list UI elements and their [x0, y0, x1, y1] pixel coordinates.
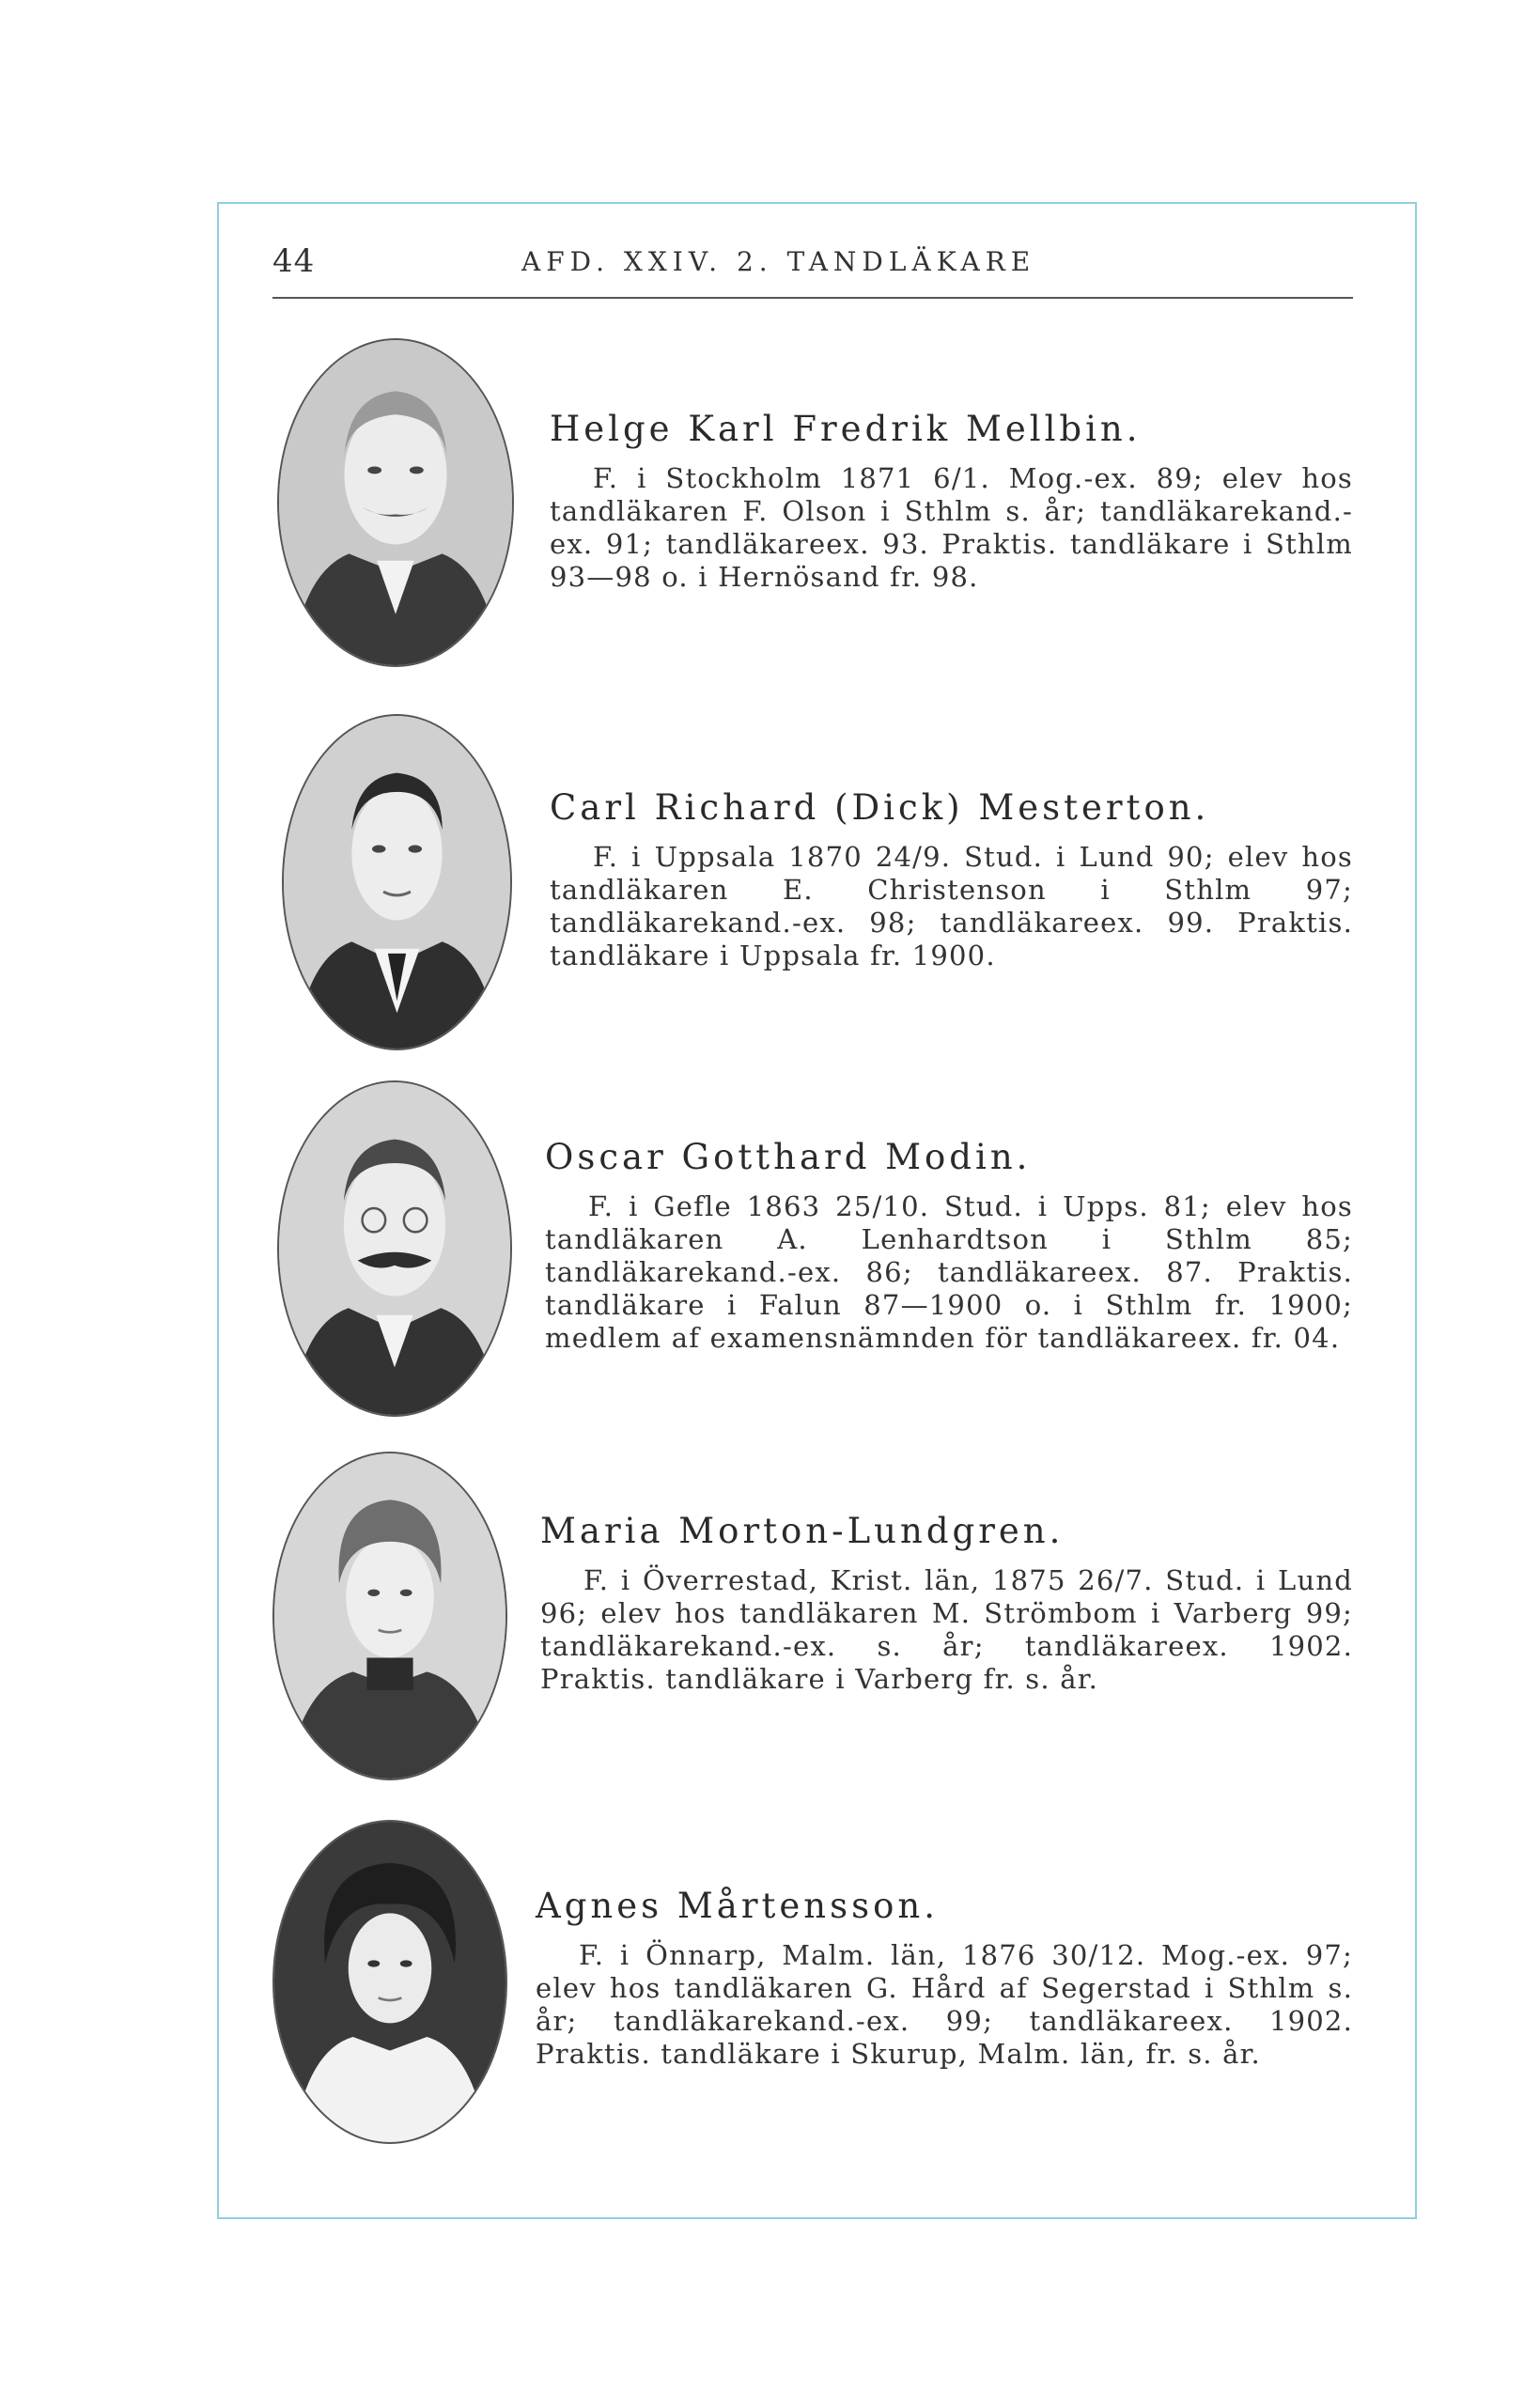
- entry-bio: F. i Överrestad, Krist. län, 1875 26/7. Stud. i Lund 96; elev hos tandläkaren M. Strömbom i Varberg 99; tandläkarekand.-ex. s. år; tandläkareex. 1902. Praktis. tandläkare i Varberg fr. s. år.: [540, 1564, 1353, 1695]
- entry-name: Oscar Gotthard Modin.: [545, 1137, 1032, 1177]
- entry-bio: F. i Stockholm 1871 6/1. Mog.-ex. 89; elev hos tandläkaren F. Olson i Sthlm s. år; tandläkarekand.-ex. 91; tandläkareex. 93. Praktis. tandläkare i Sthlm 93—98 o. i Hernösand fr. 98.: [550, 462, 1353, 593]
- portrait-photo: [272, 1820, 507, 2144]
- portrait-photo: [277, 338, 514, 667]
- entry-modin: [272, 1080, 1353, 1437]
- entry-name: Carl Richard (Dick) Mesterton.: [550, 787, 1210, 828]
- entry-mellbin: [272, 338, 1353, 676]
- section-title: AFD. XXIV. 2. TANDLÄKARE: [521, 246, 1036, 277]
- entry-bio: F. i Gefle 1863 25/10. Stud. i Upps. 81; elev hos tandläkaren A. Lenhardtson i Sthlm 85; tandläkarekand.-ex. 86; tandläkareex. 87. Praktis. tandläkare i Falun 87—1900 o. i Sthlm fr. 1900; medlem af examensnämnden för tandläkareex. fr. 04.: [545, 1190, 1353, 1354]
- portrait-photo: [277, 1080, 512, 1417]
- entry-bio: F. i Uppsala 1870 24/9. Stud. i Lund 90; elev hos tandläkaren E. Christenson i Sthlm 97; tandläkarekand.-ex. 98; tandläkareex. 99. Praktis. tandläkare i Uppsala fr. 1900.: [550, 841, 1353, 971]
- entry-name: Agnes Mårtensson.: [536, 1886, 939, 1926]
- portrait-photo: [272, 1452, 507, 1780]
- entry-name: Maria Morton-Lundgren.: [540, 1511, 1065, 1551]
- entry-morton-lundgren: [272, 1452, 1353, 1790]
- page-number: 44: [272, 242, 316, 280]
- entry-bio: F. i Önnarp, Malm. län, 1876 30/12. Mog.-ex. 97; elev hos tandläkaren G. Hård af Segerstad i Sthlm s. år; tandläkarekand.-ex. 99; tandläkareex. 1902. Praktis. tandläkare i Skurup, Malm. län, fr. s. år.: [536, 1939, 1353, 2070]
- running-head: [272, 242, 1353, 299]
- entry-martensson: [272, 1820, 1353, 2158]
- entry-mesterton: [272, 714, 1353, 1062]
- portrait-photo: [282, 714, 512, 1050]
- entry-name: Helge Karl Fredrik Mellbin.: [550, 409, 1142, 449]
